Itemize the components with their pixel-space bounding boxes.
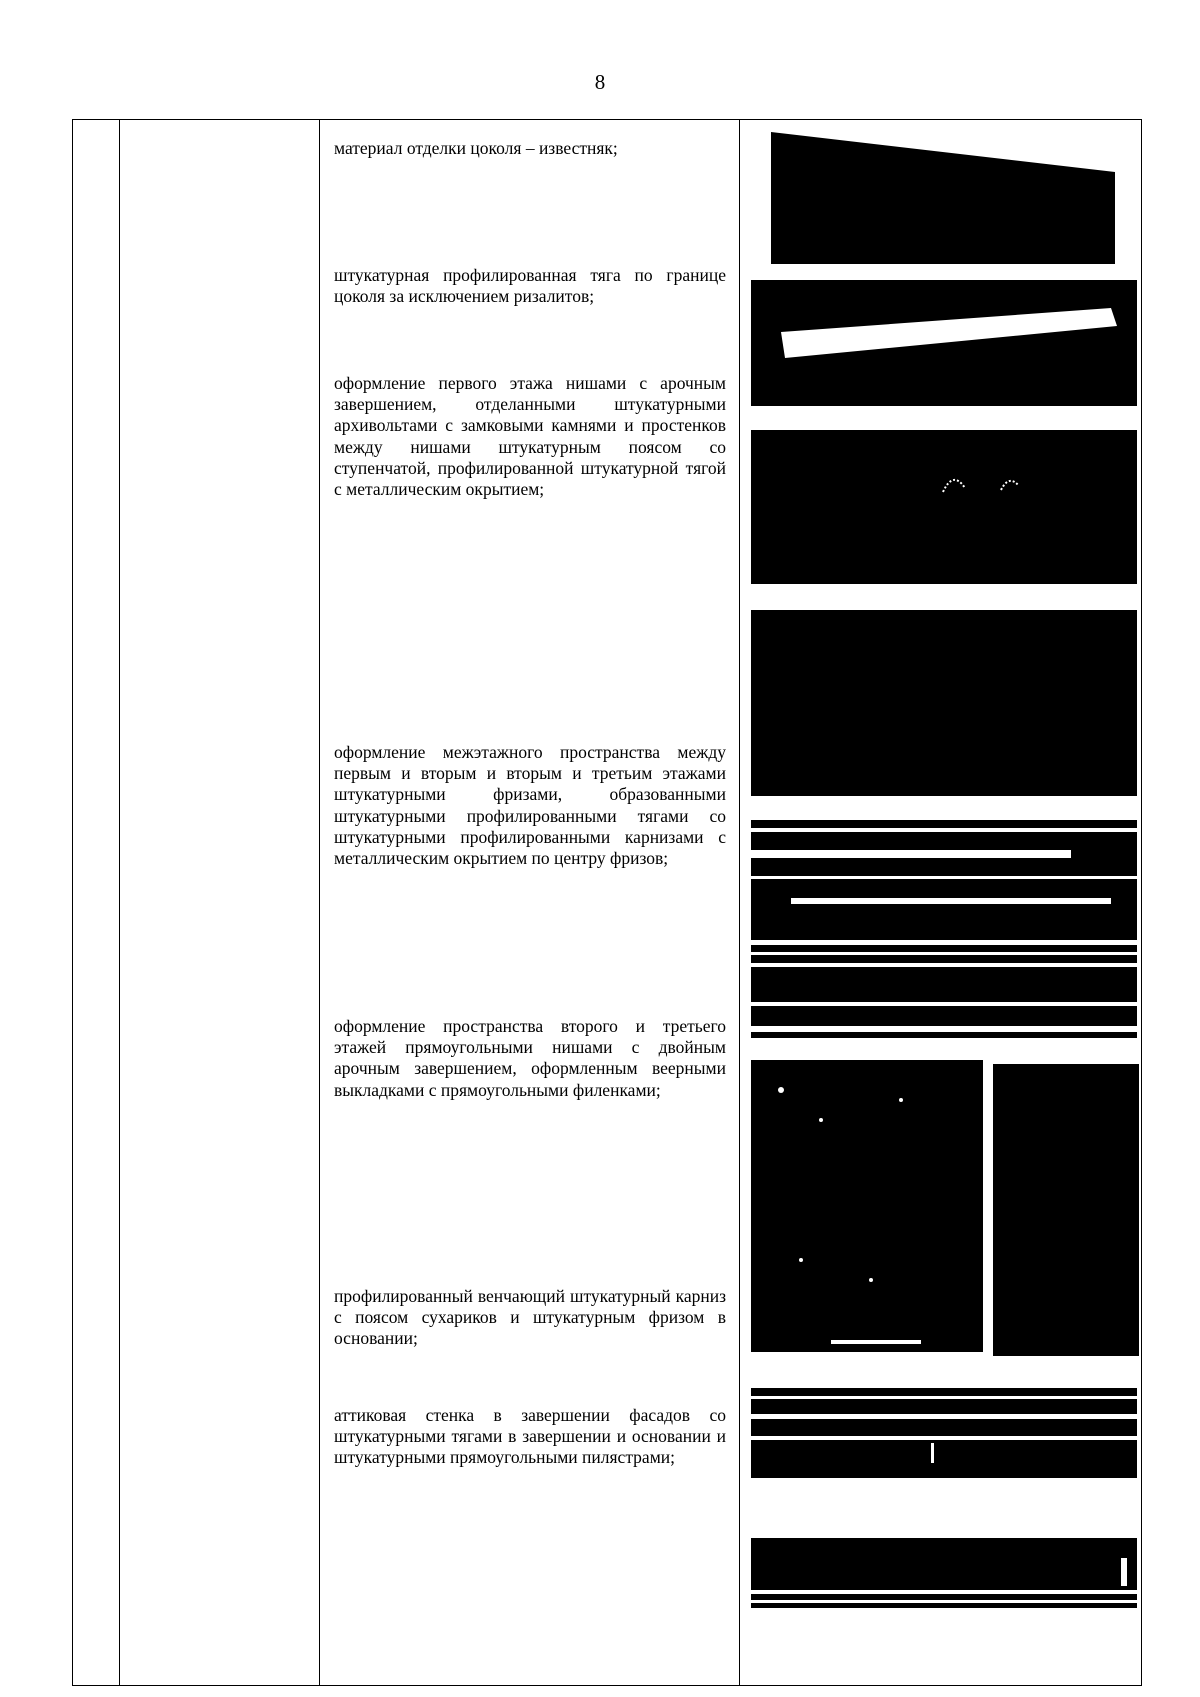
item-text-plinth-cornice: штукатурная профилированная тяга по границе цоколя за исключением ризалитов; [334, 265, 726, 307]
item-text-first-floor-niches: оформление первого этажа нишами с арочным завершением, отделанными штукатурными архивольтами с замковыми камнями и простенков между нишами штукатурным поясом со ступенчатой, профилированной штукатурной тягой с металлическим окрытием; [334, 373, 726, 500]
column-divider [319, 120, 320, 1685]
item-text-upper-floor-niches: оформление пространства второго и третьего этажей прямоугольными нишами с двойным арочным завершением, оформленным веерными выкладками с прямоугольными филенками; [334, 1016, 726, 1100]
second-third-floor-niches-photo-2 [993, 1064, 1139, 1356]
item-text-crowning-cornice: профилированный венчающий штукатурный карниз с поясом сухариков и штукатурным фризом в основании; [334, 1286, 726, 1349]
description-table [72, 119, 1142, 1686]
second-third-floor-niches-photo [751, 1060, 983, 1352]
crowning-cornice-photo [751, 1388, 1137, 1478]
page-number: 8 [594, 70, 606, 94]
item-text-attic-wall: аттиковая стенка в завершении фасадов со штукатурными тягами в завершении и основании и штукатурными прямоугольными пилястрами; [334, 1405, 726, 1468]
plinth-cornice-photo [751, 280, 1137, 406]
column-divider [739, 120, 740, 1685]
attic-wall-photo [751, 1538, 1137, 1608]
item-text-plinth-material: материал отделки цоколя – известняк; [334, 138, 618, 158]
column-divider [119, 120, 120, 1685]
item-text-interfloor-friezes: оформление межэтажного пространства между первым и вторым и вторым и третьим этажами штукатурными фризами, образованными штукатурными профилированными тягами со штукатурными профилированными карнизами с металлическим окрытием по центру фризов; [334, 742, 726, 869]
plinth-limestone-photo [771, 130, 1115, 264]
first-floor-niches-photo [751, 430, 1137, 584]
first-floor-niches-photo-2 [751, 610, 1137, 796]
interfloor-friezes-photo [751, 820, 1137, 1038]
